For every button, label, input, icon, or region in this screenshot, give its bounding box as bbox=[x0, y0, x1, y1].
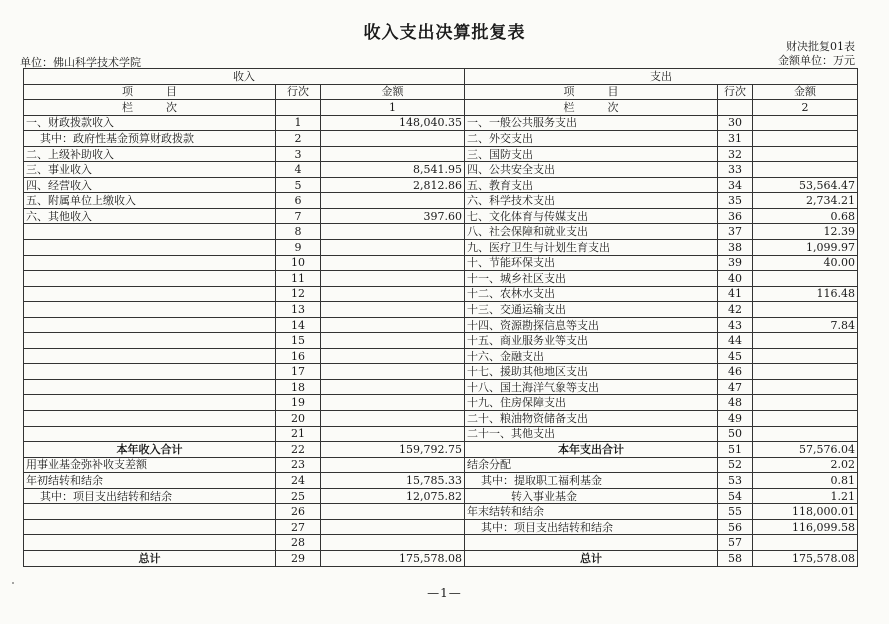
expense-amount-cell bbox=[753, 426, 858, 442]
income-item-cell bbox=[24, 240, 276, 256]
income-item-cell: 其中：项目支出结转和结余 bbox=[24, 488, 276, 504]
income-row-no-cell: 25 bbox=[276, 488, 321, 504]
expense-item-cell: 结余分配 bbox=[465, 457, 718, 473]
income-item-cell bbox=[24, 255, 276, 271]
expense-item-cell: 其中：提取职工福利基金 bbox=[465, 473, 718, 489]
income-amount-cell bbox=[321, 364, 465, 380]
income-section-header: 收入 bbox=[24, 69, 465, 85]
income-item-cell: 年初结转和结余 bbox=[24, 473, 276, 489]
expense-row-no-cell: 30 bbox=[718, 115, 753, 131]
table-row bbox=[24, 131, 858, 147]
income-row-no-cell: 8 bbox=[276, 224, 321, 240]
table-row bbox=[24, 162, 858, 178]
table-row bbox=[24, 115, 858, 131]
expense-amount-cell: 118,000.01 bbox=[753, 504, 858, 520]
expense-row-no-cell: 38 bbox=[718, 240, 753, 256]
income-amount-cell: 159,792.75 bbox=[321, 442, 465, 458]
table-row bbox=[24, 286, 858, 302]
table-row bbox=[24, 271, 858, 287]
income-amount-cell bbox=[321, 395, 465, 411]
income-row-no-cell: 5 bbox=[276, 177, 321, 193]
expense-amount-cell bbox=[753, 333, 858, 349]
expense-amount-cell: 40.00 bbox=[753, 255, 858, 271]
expense-amount-cell bbox=[753, 535, 858, 551]
table-row bbox=[24, 193, 858, 209]
income-item-cell: 用事业基金弥补收支差额 bbox=[24, 457, 276, 473]
income-item-cell bbox=[24, 271, 276, 287]
table-row bbox=[24, 379, 858, 395]
expense-item-cell: 十一、城乡社区支出 bbox=[465, 271, 718, 287]
table-row bbox=[24, 333, 858, 349]
section-header-row bbox=[24, 69, 858, 85]
income-amount-cell: 8,541.95 bbox=[321, 162, 465, 178]
table-row bbox=[24, 550, 858, 566]
expense-amount-cell: 1,099.97 bbox=[753, 240, 858, 256]
expense-amount-cell: 2,734.21 bbox=[753, 193, 858, 209]
income-item-cell bbox=[24, 411, 276, 427]
expense-item-cell: 总计 bbox=[465, 550, 718, 566]
expense-item-cell: 五、教育支出 bbox=[465, 177, 718, 193]
expense-item-cell: 转入事业基金 bbox=[465, 488, 718, 504]
income-row-no-cell: 15 bbox=[276, 333, 321, 349]
income-item-header: 项 目 bbox=[24, 84, 276, 100]
budget-table bbox=[23, 68, 858, 567]
income-row-no-cell: 3 bbox=[276, 146, 321, 162]
expense-amount-cell bbox=[753, 146, 858, 162]
table-row bbox=[24, 395, 858, 411]
income-column-index: 1 bbox=[321, 100, 465, 116]
income-amount-cell: 12,075.82 bbox=[321, 488, 465, 504]
expense-amount-cell: 7.84 bbox=[753, 317, 858, 333]
expense-row-no-cell: 32 bbox=[718, 146, 753, 162]
expense-row-no-cell: 36 bbox=[718, 208, 753, 224]
expense-amount-cell: 116,099.58 bbox=[753, 519, 858, 535]
table-row bbox=[24, 364, 858, 380]
income-row-no-cell: 11 bbox=[276, 271, 321, 287]
table-body bbox=[24, 69, 858, 567]
table-row bbox=[24, 504, 858, 520]
expense-row-no-cell: 42 bbox=[718, 302, 753, 318]
column-index-row bbox=[24, 100, 858, 116]
expense-row-no-cell: 37 bbox=[718, 224, 753, 240]
expense-amount-cell bbox=[753, 348, 858, 364]
expense-amount-cell: 2.02 bbox=[753, 457, 858, 473]
expense-column-label: 栏 次 bbox=[465, 100, 718, 116]
expense-amount-cell: 0.68 bbox=[753, 208, 858, 224]
table-row bbox=[24, 426, 858, 442]
income-row-no-cell: 26 bbox=[276, 504, 321, 520]
income-item-cell: 一、财政拨款收入 bbox=[24, 115, 276, 131]
table-row bbox=[24, 488, 858, 504]
income-amount-cell bbox=[321, 348, 465, 364]
expense-row-no-cell: 55 bbox=[718, 504, 753, 520]
income-row-no-cell: 14 bbox=[276, 317, 321, 333]
expense-row-no-cell: 40 bbox=[718, 271, 753, 287]
income-item-cell bbox=[24, 348, 276, 364]
expense-amount-cell bbox=[753, 395, 858, 411]
income-item-cell bbox=[24, 535, 276, 551]
income-row-no-cell: 7 bbox=[276, 208, 321, 224]
income-row-no-cell: 18 bbox=[276, 379, 321, 395]
expense-row-no-cell: 58 bbox=[718, 550, 753, 566]
income-row-no-cell: 4 bbox=[276, 162, 321, 178]
expense-row-no-cell: 45 bbox=[718, 348, 753, 364]
expense-row-no-cell: 46 bbox=[718, 364, 753, 380]
expense-row-no-cell: 52 bbox=[718, 457, 753, 473]
amount-unit: 金额单位：万元 bbox=[778, 54, 855, 67]
income-row-no-cell: 16 bbox=[276, 348, 321, 364]
expense-amount-cell: 53,564.47 bbox=[753, 177, 858, 193]
income-item-cell bbox=[24, 379, 276, 395]
expense-item-cell: 八、社会保障和就业支出 bbox=[465, 224, 718, 240]
income-amount-cell bbox=[321, 224, 465, 240]
expense-amount-cell: 57,576.04 bbox=[753, 442, 858, 458]
income-row-no-header: 行次 bbox=[276, 84, 321, 100]
income-row-no-cell: 13 bbox=[276, 302, 321, 318]
expense-row-no-cell: 54 bbox=[718, 488, 753, 504]
expense-item-cell: 九、医疗卫生与计划生育支出 bbox=[465, 240, 718, 256]
income-amount-cell bbox=[321, 426, 465, 442]
expense-row-no-cell: 51 bbox=[718, 442, 753, 458]
expense-row-no-cell: 44 bbox=[718, 333, 753, 349]
income-item-cell bbox=[24, 317, 276, 333]
scan-speck bbox=[12, 582, 14, 584]
income-item-cell bbox=[24, 395, 276, 411]
income-amount-cell bbox=[321, 286, 465, 302]
expense-item-cell: 四、公共安全支出 bbox=[465, 162, 718, 178]
income-item-cell: 五、附属单位上缴收入 bbox=[24, 193, 276, 209]
income-row-no-cell: 23 bbox=[276, 457, 321, 473]
expense-row-no-cell: 56 bbox=[718, 519, 753, 535]
income-amount-cell bbox=[321, 379, 465, 395]
expense-item-header: 项 目 bbox=[465, 84, 718, 100]
table-row bbox=[24, 302, 858, 318]
income-item-cell: 总计 bbox=[24, 550, 276, 566]
expense-row-no-cell: 33 bbox=[718, 162, 753, 178]
income-amount-cell bbox=[321, 411, 465, 427]
expense-row-no-header: 行次 bbox=[718, 84, 753, 100]
expense-item-cell: 十三、交通运输支出 bbox=[465, 302, 718, 318]
form-number: 财决批复01表 bbox=[786, 40, 855, 53]
expense-amount-cell bbox=[753, 379, 858, 395]
table-row bbox=[24, 146, 858, 162]
expense-amount-cell: 12.39 bbox=[753, 224, 858, 240]
table-row bbox=[24, 177, 858, 193]
expense-row-no-cell: 41 bbox=[718, 286, 753, 302]
expense-row-no-cell: 39 bbox=[718, 255, 753, 271]
income-row-no-cell: 28 bbox=[276, 535, 321, 551]
expense-amount-cell bbox=[753, 364, 858, 380]
income-row-no-cell: 10 bbox=[276, 255, 321, 271]
expense-item-cell bbox=[465, 535, 718, 551]
expense-row-no-cell: 47 bbox=[718, 379, 753, 395]
expense-amount-cell bbox=[753, 115, 858, 131]
income-row-no-cell: 29 bbox=[276, 550, 321, 566]
expense-row-no-cell: 49 bbox=[718, 411, 753, 427]
income-item-cell bbox=[24, 302, 276, 318]
expense-item-cell: 三、国防支出 bbox=[465, 146, 718, 162]
expense-column-index: 2 bbox=[753, 100, 858, 116]
income-amount-cell bbox=[321, 535, 465, 551]
income-amount-cell: 2,812.86 bbox=[321, 177, 465, 193]
income-amount-cell bbox=[321, 333, 465, 349]
income-row-no-cell: 9 bbox=[276, 240, 321, 256]
expense-row-no-cell: 50 bbox=[718, 426, 753, 442]
table-row bbox=[24, 457, 858, 473]
expense-item-cell: 十五、商业服务业等支出 bbox=[465, 333, 718, 349]
empty-cell bbox=[276, 100, 321, 116]
expense-amount-cell bbox=[753, 411, 858, 427]
expense-item-cell: 十九、住房保障支出 bbox=[465, 395, 718, 411]
table-row bbox=[24, 535, 858, 551]
income-row-no-cell: 1 bbox=[276, 115, 321, 131]
income-item-cell: 三、事业收入 bbox=[24, 162, 276, 178]
income-item-cell: 其中：政府性基金预算财政拨款 bbox=[24, 131, 276, 147]
income-amount-cell bbox=[321, 193, 465, 209]
expense-amount-cell: 0.81 bbox=[753, 473, 858, 489]
expense-section-header: 支出 bbox=[465, 69, 858, 85]
expense-item-cell: 一、一般公共服务支出 bbox=[465, 115, 718, 131]
income-row-no-cell: 19 bbox=[276, 395, 321, 411]
income-amount-cell bbox=[321, 504, 465, 520]
income-item-cell bbox=[24, 333, 276, 349]
expense-item-cell: 十六、金融支出 bbox=[465, 348, 718, 364]
expense-amount-cell: 116.48 bbox=[753, 286, 858, 302]
table-row bbox=[24, 411, 858, 427]
expense-item-cell: 其中：项目支出结转和结余 bbox=[465, 519, 718, 535]
income-amount-cell: 15,785.33 bbox=[321, 473, 465, 489]
table-row bbox=[24, 208, 858, 224]
table-row bbox=[24, 240, 858, 256]
income-amount-cell bbox=[321, 302, 465, 318]
expense-item-cell: 二十一、其他支出 bbox=[465, 426, 718, 442]
expense-item-cell: 二十、粮油物资储备支出 bbox=[465, 411, 718, 427]
expense-amount-cell bbox=[753, 271, 858, 287]
expense-amount-cell bbox=[753, 131, 858, 147]
expense-row-no-cell: 31 bbox=[718, 131, 753, 147]
expense-item-cell: 十、节能环保支出 bbox=[465, 255, 718, 271]
income-column-label: 栏 次 bbox=[24, 100, 276, 116]
expense-row-no-cell: 35 bbox=[718, 193, 753, 209]
expense-amount-cell: 1.21 bbox=[753, 488, 858, 504]
page-number: —1— bbox=[427, 586, 462, 600]
income-item-cell bbox=[24, 224, 276, 240]
income-amount-cell bbox=[321, 271, 465, 287]
expense-row-no-cell: 34 bbox=[718, 177, 753, 193]
expense-item-cell: 十四、资源勘探信息等支出 bbox=[465, 317, 718, 333]
income-row-no-cell: 21 bbox=[276, 426, 321, 442]
expense-item-cell: 十八、国土海洋气象等支出 bbox=[465, 379, 718, 395]
income-item-cell bbox=[24, 364, 276, 380]
income-row-no-cell: 12 bbox=[276, 286, 321, 302]
income-amount-cell: 148,040.35 bbox=[321, 115, 465, 131]
table-row bbox=[24, 317, 858, 333]
table-row bbox=[24, 442, 858, 458]
expense-item-cell: 年末结转和结余 bbox=[465, 504, 718, 520]
income-amount-header: 金额 bbox=[321, 84, 465, 100]
income-row-no-cell: 17 bbox=[276, 364, 321, 380]
empty-cell bbox=[718, 100, 753, 116]
income-row-no-cell: 6 bbox=[276, 193, 321, 209]
income-row-no-cell: 24 bbox=[276, 473, 321, 489]
income-item-cell: 本年收入合计 bbox=[24, 442, 276, 458]
income-item-cell bbox=[24, 519, 276, 535]
income-row-no-cell: 2 bbox=[276, 131, 321, 147]
table-row bbox=[24, 348, 858, 364]
income-amount-cell bbox=[321, 519, 465, 535]
table-row bbox=[24, 519, 858, 535]
expense-item-cell: 十二、农林水支出 bbox=[465, 286, 718, 302]
expense-amount-cell bbox=[753, 162, 858, 178]
income-row-no-cell: 27 bbox=[276, 519, 321, 535]
column-header-row bbox=[24, 84, 858, 100]
income-item-cell: 六、其他收入 bbox=[24, 208, 276, 224]
page-title: 收入支出决算批复表 bbox=[363, 23, 526, 43]
expense-row-no-cell: 43 bbox=[718, 317, 753, 333]
income-amount-cell: 175,578.08 bbox=[321, 550, 465, 566]
expense-row-no-cell: 53 bbox=[718, 473, 753, 489]
unit-name: 单位：佛山科学技术学院 bbox=[20, 56, 141, 69]
expense-item-cell: 六、科学技术支出 bbox=[465, 193, 718, 209]
income-row-no-cell: 20 bbox=[276, 411, 321, 427]
expense-item-cell: 本年支出合计 bbox=[465, 442, 718, 458]
table-row bbox=[24, 224, 858, 240]
income-amount-cell bbox=[321, 317, 465, 333]
table-row bbox=[24, 473, 858, 489]
income-amount-cell bbox=[321, 131, 465, 147]
expense-amount-cell: 175,578.08 bbox=[753, 550, 858, 566]
income-amount-cell bbox=[321, 255, 465, 271]
expense-row-no-cell: 48 bbox=[718, 395, 753, 411]
income-item-cell bbox=[24, 504, 276, 520]
income-amount-cell bbox=[321, 240, 465, 256]
income-item-cell bbox=[24, 286, 276, 302]
expense-item-cell: 七、文化体育与传媒支出 bbox=[465, 208, 718, 224]
income-item-cell: 四、经营收入 bbox=[24, 177, 276, 193]
income-amount-cell bbox=[321, 457, 465, 473]
income-item-cell: 二、上级补助收入 bbox=[24, 146, 276, 162]
expense-amount-cell bbox=[753, 302, 858, 318]
expense-amount-header: 金额 bbox=[753, 84, 858, 100]
income-item-cell bbox=[24, 426, 276, 442]
income-row-no-cell: 22 bbox=[276, 442, 321, 458]
expense-item-cell: 二、外交支出 bbox=[465, 131, 718, 147]
expense-item-cell: 十七、援助其他地区支出 bbox=[465, 364, 718, 380]
income-amount-cell: 397.60 bbox=[321, 208, 465, 224]
expense-row-no-cell: 57 bbox=[718, 535, 753, 551]
income-amount-cell bbox=[321, 146, 465, 162]
table-row bbox=[24, 255, 858, 271]
